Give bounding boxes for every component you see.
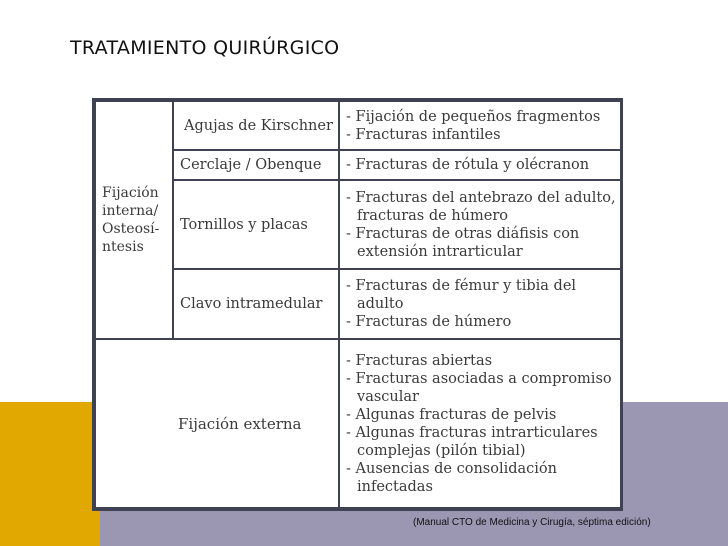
method-cell-external: [96, 340, 340, 508]
method-label: Fijación externa: [178, 415, 302, 433]
indication-item: - Fracturas de rótula y olécranon: [346, 157, 590, 173]
indications-cell: [340, 270, 620, 340]
indications-cell: [340, 340, 620, 508]
indication-item: - Fracturas de otras diáfisis con extensión intrarticular: [346, 225, 580, 260]
method-label: Agujas de Kirschner: [184, 117, 333, 134]
method-cell: [174, 102, 340, 151]
method-label: Cerclaje / Obenque: [180, 157, 322, 173]
indications-cell: [340, 181, 620, 270]
indication-item: - Ausencias de consolidación infectadas: [346, 461, 557, 495]
method-cell: [174, 151, 340, 181]
indication-item: - Fracturas del antebrazo del adulto, fracturas de húmero: [346, 189, 616, 224]
category-internal-fixation: [96, 102, 174, 340]
category-label: Fijación interna/ Osteosí- ntesis: [102, 185, 160, 255]
indication-item: - Fracturas infantiles: [346, 126, 501, 143]
indication-item: - Fracturas abiertas: [346, 353, 493, 369]
source-caption: (Manual CTO de Medicina y Cirugía, séptima edición): [413, 517, 651, 528]
treatment-table: [96, 102, 620, 508]
slide-title: TRATAMIENTO QUIRÚRGICO: [70, 37, 340, 59]
indication-item: - Algunas fracturas de pelvis: [346, 407, 557, 423]
method-cell: [174, 270, 340, 340]
indication-item: - Fracturas asociadas a compromiso vascular: [346, 371, 612, 405]
indication-item: - Fracturas de húmero: [346, 314, 512, 330]
treatment-table-image: [92, 98, 623, 511]
indication-item: - Fijación de pequeños fragmentos: [346, 108, 601, 125]
indication-item: - Fracturas de fémur y tibia del adulto: [346, 278, 577, 312]
method-label: Clavo intramedular: [180, 296, 323, 312]
indication-item: - Algunas fracturas intrarticulares complejas (pilón tibial): [346, 425, 598, 459]
indications-cell: [340, 102, 620, 151]
method-cell: [174, 181, 340, 270]
method-label: Tornillos y placas: [180, 216, 308, 233]
accent-band-gold: [0, 402, 100, 546]
indications-cell: [340, 151, 620, 181]
